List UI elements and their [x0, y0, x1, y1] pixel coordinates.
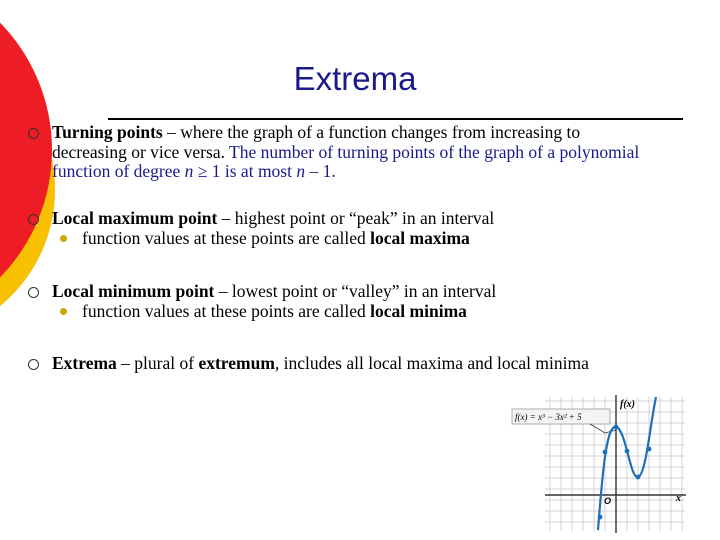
- sub-bullet: [52, 229, 642, 249]
- slide-title: Extrema: [293, 60, 417, 97]
- bullet-text: – highest point or “peak” in an interval: [217, 208, 495, 228]
- decorative-circles: [0, 0, 80, 540]
- hollow-circle-bullet-icon: [28, 287, 39, 298]
- dot-bullet-icon: [60, 308, 67, 315]
- sub-bullet: [52, 302, 642, 322]
- bullet-highlight-text: ≥ 1 is at most: [193, 161, 297, 181]
- bullet-term: Local minimum point: [52, 281, 215, 301]
- hollow-circle-bullet-icon: [28, 128, 39, 139]
- origin-label: O: [604, 496, 612, 506]
- bullet-highlight-text: – 1.: [305, 161, 336, 181]
- variable-n: n: [296, 161, 306, 181]
- y-axis-label: f(x): [620, 399, 635, 410]
- bullet-term: Extrema: [52, 353, 117, 373]
- bullet-highlight-text: The number of turning points of the graph of a polynomial function of degree: [52, 141, 640, 181]
- bullet-text: , includes all local maxima and local minima: [274, 353, 589, 373]
- bullet-term: Local maximum point: [52, 208, 218, 228]
- curve-point: [647, 447, 652, 452]
- title-underline: [108, 118, 683, 120]
- bullet-local-maximum: [52, 209, 642, 248]
- curve-point: [625, 449, 630, 454]
- sub-bullet-text: function values at these points are called: [82, 300, 371, 321]
- sub-bullet-term: local minima: [370, 300, 467, 321]
- curve-point: [598, 515, 603, 520]
- sub-bullet-text: function values at these points are called: [82, 227, 371, 248]
- curve-point: [603, 450, 608, 455]
- bullet-turning-points: [52, 123, 642, 182]
- curve-point: [636, 475, 641, 480]
- hollow-circle-bullet-icon: [28, 359, 39, 370]
- bullet-term: extremum: [198, 353, 275, 373]
- bullet-text: – lowest point or “valley” in an interval: [214, 281, 497, 301]
- sub-bullet-term: local maxima: [370, 227, 470, 248]
- dot-bullet-icon: [60, 235, 67, 242]
- bullet-term: Turning points: [52, 122, 163, 142]
- function-graph: [510, 395, 690, 535]
- bullet-text: – plural of: [116, 353, 199, 373]
- variable-n: n: [184, 161, 194, 181]
- hollow-circle-bullet-icon: [28, 214, 39, 225]
- function-label: f(x) = x³ − 3x² + 5: [515, 412, 582, 422]
- x-axis-label: x: [676, 493, 681, 504]
- curve-point: [614, 425, 619, 430]
- bullet-text: – where the graph of a function changes from increasing to decreasing or vice versa.: [52, 122, 581, 162]
- bullet-local-minimum: [52, 282, 642, 321]
- bullet-extrema: [52, 354, 642, 374]
